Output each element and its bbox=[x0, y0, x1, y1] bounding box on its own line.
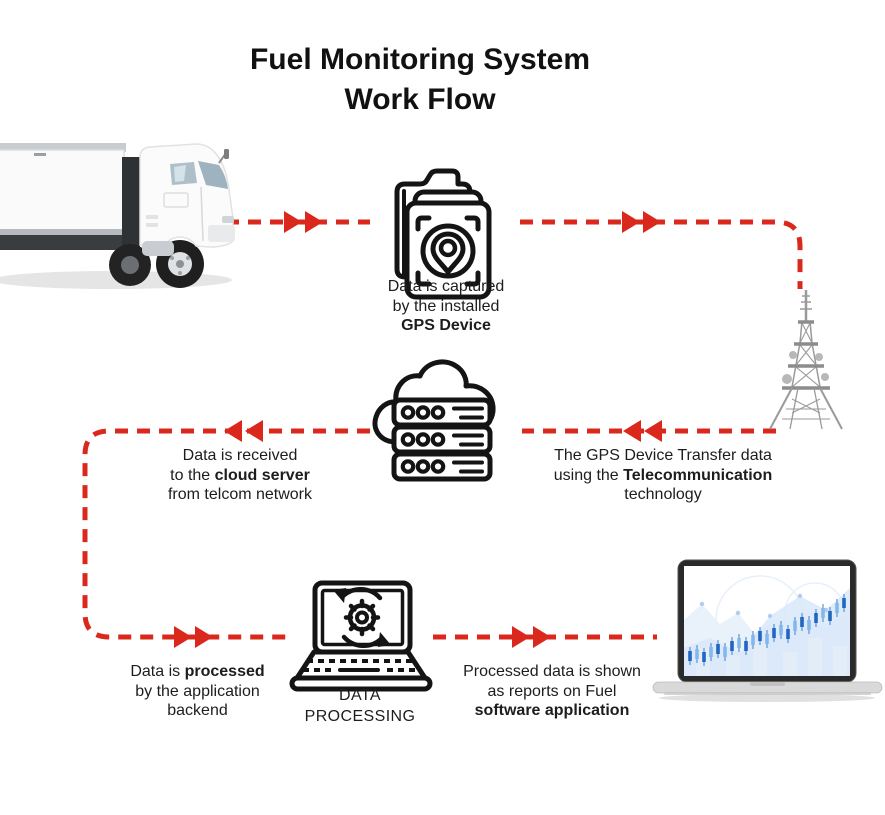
processing-line1-bold: processed bbox=[184, 663, 265, 680]
processing-label-line2: PROCESSING bbox=[304, 708, 416, 725]
cloud-right-line2-bold: Telecommunication bbox=[623, 466, 773, 484]
pin-hole bbox=[441, 241, 455, 255]
cloud-left-line3: from telcom network bbox=[167, 486, 313, 503]
cloud-left-line1: Data is received bbox=[182, 447, 298, 464]
laptop-gear-processing-icon bbox=[288, 575, 434, 693]
processing-line3: backend bbox=[167, 702, 228, 719]
truck-cab bbox=[140, 144, 235, 256]
cloud-right-line1: The GPS Device Transfer data bbox=[554, 447, 772, 464]
telecom-tower-image bbox=[760, 287, 852, 433]
laptop-notch bbox=[750, 682, 785, 686]
report-caption bbox=[438, 662, 666, 721]
title-line-1: Fuel Monitoring System bbox=[249, 43, 591, 76]
laptop-keyboard bbox=[297, 652, 425, 678]
processing-label-line1: DATA bbox=[339, 687, 381, 704]
trailer-chassis bbox=[0, 235, 124, 250]
processing-line1-pre: Data is bbox=[130, 663, 185, 680]
report-line1: Processed data is shown bbox=[463, 663, 641, 680]
report-line2: as reports on Fuel bbox=[487, 682, 617, 700]
headlight bbox=[222, 216, 234, 223]
processing-line2: by the application bbox=[135, 682, 260, 700]
server-rack bbox=[394, 400, 490, 479]
cloud-right-line2 bbox=[533, 466, 793, 486]
mirror bbox=[224, 149, 229, 159]
gps-caption-line2: by the installed bbox=[392, 297, 500, 315]
laptop-chart-report-image bbox=[650, 558, 885, 704]
title-line-2: Work Flow bbox=[344, 83, 496, 116]
bumper bbox=[208, 225, 235, 242]
cloud-right-caption bbox=[533, 446, 793, 505]
report-line3: software application bbox=[474, 702, 630, 719]
processing-label bbox=[293, 685, 427, 727]
processing-line1 bbox=[105, 662, 290, 682]
processing-caption bbox=[105, 662, 290, 721]
cloud-left-line2-pre: to the bbox=[170, 466, 215, 484]
cloud-server-icon bbox=[370, 350, 502, 486]
gps-caption-line1: Data is captured bbox=[387, 278, 505, 295]
cloud-right-line2-pre: using the bbox=[553, 466, 624, 484]
fuel-tank bbox=[142, 241, 174, 256]
gps-caption-line3: GPS Device bbox=[401, 317, 491, 334]
cloud-left-line2 bbox=[140, 466, 340, 486]
trailer-box bbox=[0, 150, 124, 232]
cloud-left-caption bbox=[140, 446, 340, 505]
cloud-left-line2-bold: cloud server bbox=[214, 466, 310, 484]
truck-image bbox=[0, 123, 236, 295]
gps-caption bbox=[355, 277, 537, 336]
cloud-right-line3: technology bbox=[624, 486, 702, 503]
